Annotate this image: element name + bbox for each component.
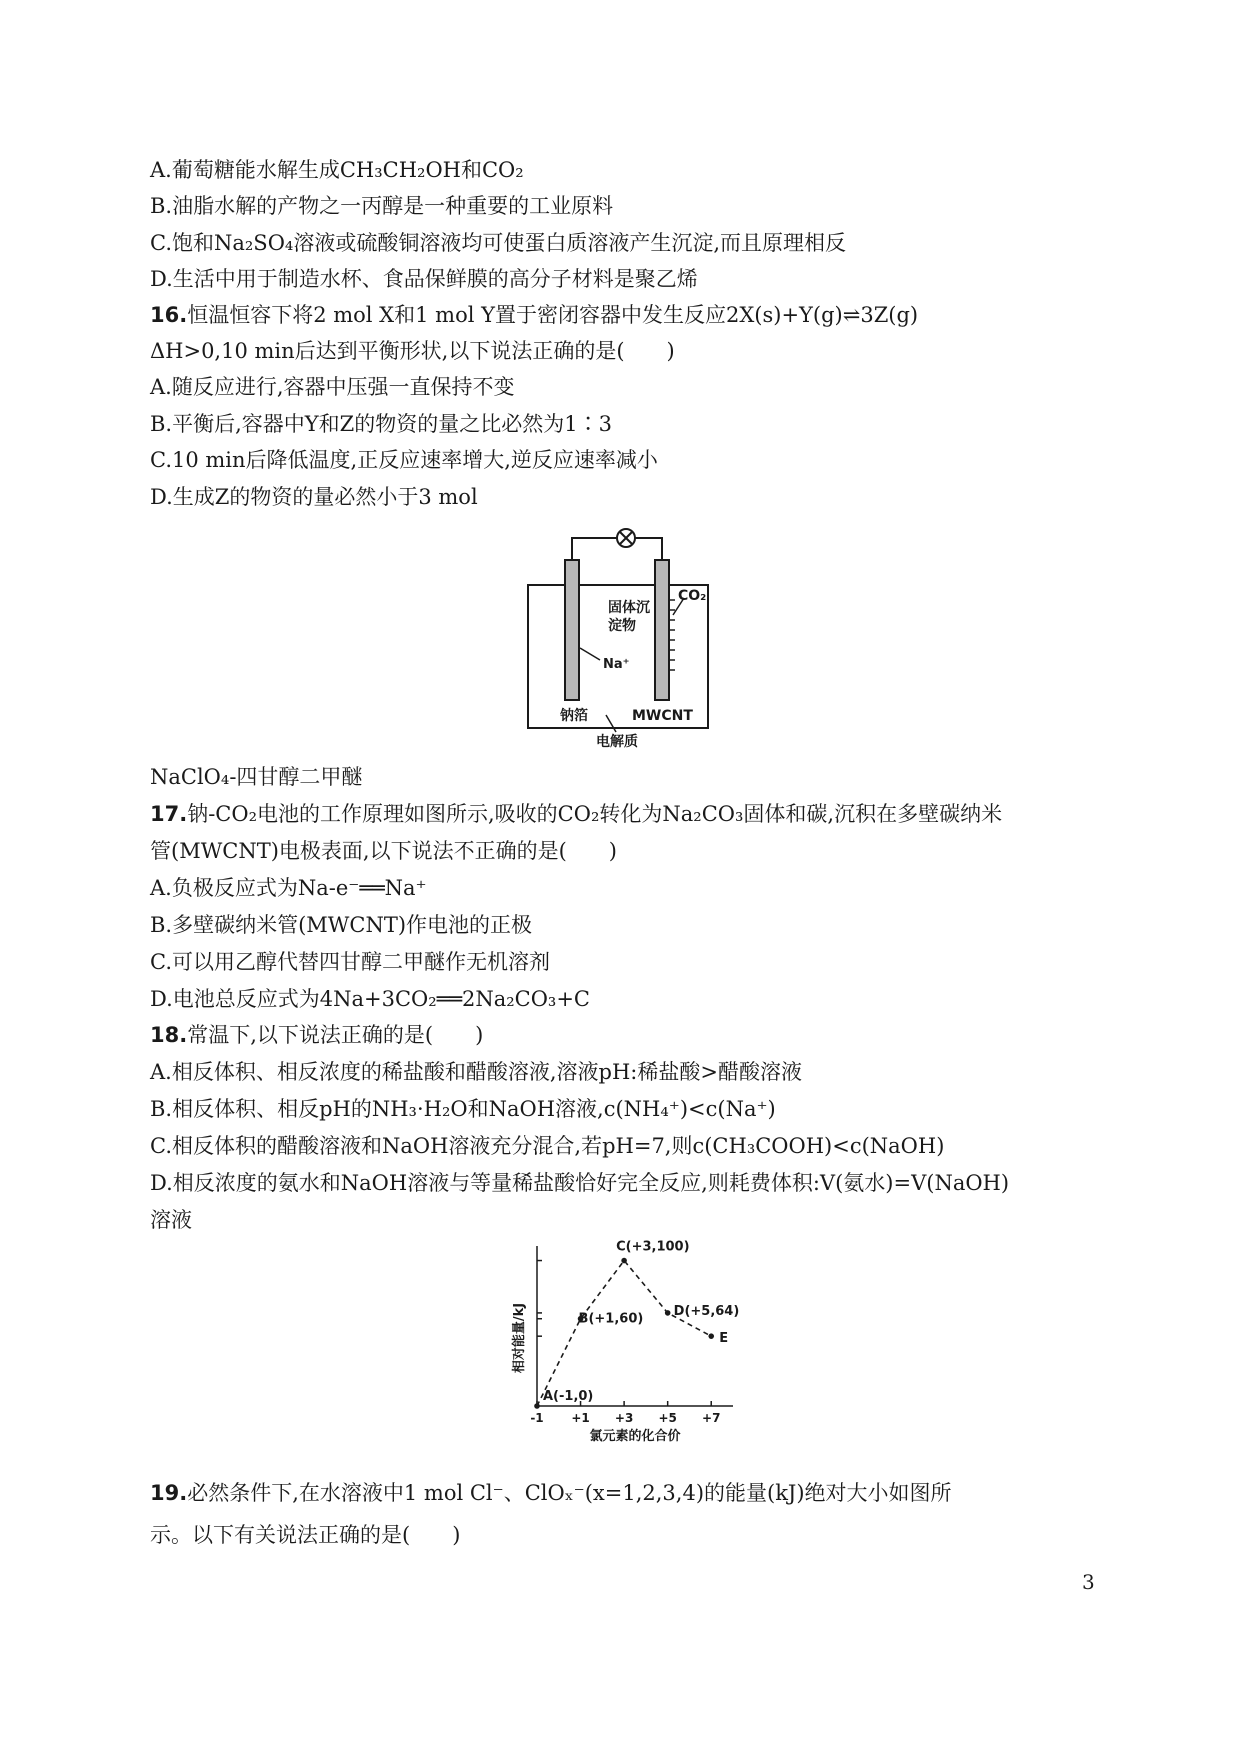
q17-option-c: C.可以用乙醇代替四甘醇二甲醚作无机溶剂 xyxy=(150,950,550,974)
lamp-icon xyxy=(617,529,635,547)
q15-option-a: A.葡萄糖能水解生成CH₃CH₂OH和CO₂ xyxy=(150,158,524,182)
q18-stem-line xyxy=(150,1020,483,1050)
q18-number: 18. xyxy=(150,1023,188,1047)
q18-option-c: C.相反体积的醋酸溶液和NaOH溶液充分混合,若pH=7,则c(CH₃COOH)<c(NaOH) xyxy=(150,1134,945,1158)
electrolyte-caption: NaClO₄-四甘醇二甲醚 xyxy=(150,765,363,789)
chart-x-label: 氯元素的化合价 xyxy=(589,1429,681,1444)
chart-point xyxy=(534,1403,540,1409)
anode-label: 钠箔 xyxy=(560,708,588,724)
q18-option-b: B.相反体积、相反pH的NH₃·H₂O和NaOH溶液,c(NH₄⁺)<c(Na⁺) xyxy=(150,1097,776,1121)
q19-number: 19. xyxy=(150,1481,188,1505)
chart-point-label: D(+5,64) xyxy=(673,1303,740,1319)
chart-x-tick-label: +5 xyxy=(658,1411,677,1425)
solid-deposit-label-1: 固体沉 xyxy=(608,600,650,616)
q16-number: 16. xyxy=(150,303,188,327)
q17-stem1: 钠-CO₂电池的工作原理如图所示,吸收的CO₂转化为Na₂CO₃固体和碳,沉积在多壁碳纳米 xyxy=(187,802,1003,826)
chart-x-tick-label: +7 xyxy=(702,1411,721,1425)
electrolyte-pointer xyxy=(606,715,616,732)
na-arrow xyxy=(580,648,600,660)
q16-stem-line1 xyxy=(150,300,918,330)
q19-stem-line2: 示。以下有关说法正确的是( ) xyxy=(150,1523,461,1547)
sodium-co2-battery-figure xyxy=(520,520,720,750)
q16-stem1: 恒温恒容下将2 mol X和1 mol Y置于密闭容器中发生反应2X(s)+Y(g)⇌3Z(g) xyxy=(187,303,919,327)
q18-option-a: A.相反体积、相反浓度的稀盐酸和醋酸溶液,溶液pH:稀盐酸>醋酸溶液 xyxy=(150,1060,802,1084)
na-ion-label: Na⁺ xyxy=(603,657,630,672)
q15-option-b: B.油脂水解的产物之一丙醇是一种重要的工业原料 xyxy=(150,194,614,218)
chart-series-line xyxy=(537,1261,711,1406)
q19-stem1: 必然条件下,在水溶液中1 mol Cl⁻、ClOₓ⁻(x=1,2,3,4)的能量(kJ)绝对大小如图所 xyxy=(187,1481,952,1505)
q17-number: 17. xyxy=(150,802,188,826)
electrolyte-label: 电解质 xyxy=(596,734,638,750)
chart-x-tick-label: -1 xyxy=(530,1411,544,1425)
chart-x-tick-label: +1 xyxy=(571,1411,590,1425)
chart-x-tick-label: +3 xyxy=(614,1411,634,1425)
chlorine-energy-chart xyxy=(505,1238,745,1448)
chart-point-label: A(-1,0) xyxy=(543,1389,594,1404)
q19-stem-line1 xyxy=(150,1478,952,1508)
q17-stem-line2: 管(MWCNT)电极表面,以下说法不正确的是( ) xyxy=(150,839,617,863)
q17-option-d: D.电池总反应式为4Na+3CO₂══2Na₂CO₃+C xyxy=(150,987,591,1011)
chart-point-label: B(+1,60) xyxy=(578,1311,644,1327)
q18-stem: 常温下,以下说法正确的是( ) xyxy=(187,1023,484,1047)
co2-label: CO₂ xyxy=(678,588,707,604)
chart-y-label: 相对能量/kJ xyxy=(512,1302,527,1374)
q15-option-c: C.饱和Na₂SO₄溶液或硫酸铜溶液均可使蛋白质溶液产生沉淀,而且原理相反 xyxy=(150,231,847,255)
q16-option-a: A.随反应进行,容器中压强一直保持不变 xyxy=(150,375,515,399)
q16-option-c: C.10 min后降低温度,正反应速率增大,逆反应速率减小 xyxy=(150,448,658,472)
cathode-label: MWCNT xyxy=(632,708,693,724)
page-number: 3 xyxy=(1082,1570,1095,1594)
q16-option-b: B.平衡后,容器中Y和Z的物资的量之比必然为1∶3 xyxy=(150,412,612,436)
q16-stem-line2: ΔH>0,10 min后达到平衡形状,以下说法正确的是( ) xyxy=(150,339,675,363)
q16-option-d: D.生成Z的物资的量必然小于3 mol xyxy=(150,485,478,509)
q15-option-d: D.生活中用于制造水杯、食品保鲜膜的高分子材料是聚乙烯 xyxy=(150,267,698,291)
chart-point xyxy=(708,1333,714,1339)
chart-point xyxy=(665,1310,671,1316)
chart-point-label: C(+3,100) xyxy=(616,1239,690,1255)
q18-option-d-line2: 溶液 xyxy=(150,1208,192,1232)
solid-deposit-label-2: 淀物 xyxy=(608,618,636,634)
sodium-foil-electrode xyxy=(565,560,579,700)
q17-stem-line1 xyxy=(150,799,1002,829)
q18-option-d-line1: D.相反浓度的氨水和NaOH溶液与等量稀盐酸恰好完全反应,则耗费体积:V(氨水)=V(NaOH) xyxy=(150,1171,1010,1195)
mwcnt-electrode xyxy=(655,560,669,700)
chart-point-label: E xyxy=(719,1331,729,1347)
q17-option-b: B.多壁碳纳米管(MWCNT)作电池的正极 xyxy=(150,913,533,937)
chart-point xyxy=(621,1258,627,1264)
q17-option-a: A.负极反应式为Na-e⁻══Na⁺ xyxy=(150,876,427,900)
